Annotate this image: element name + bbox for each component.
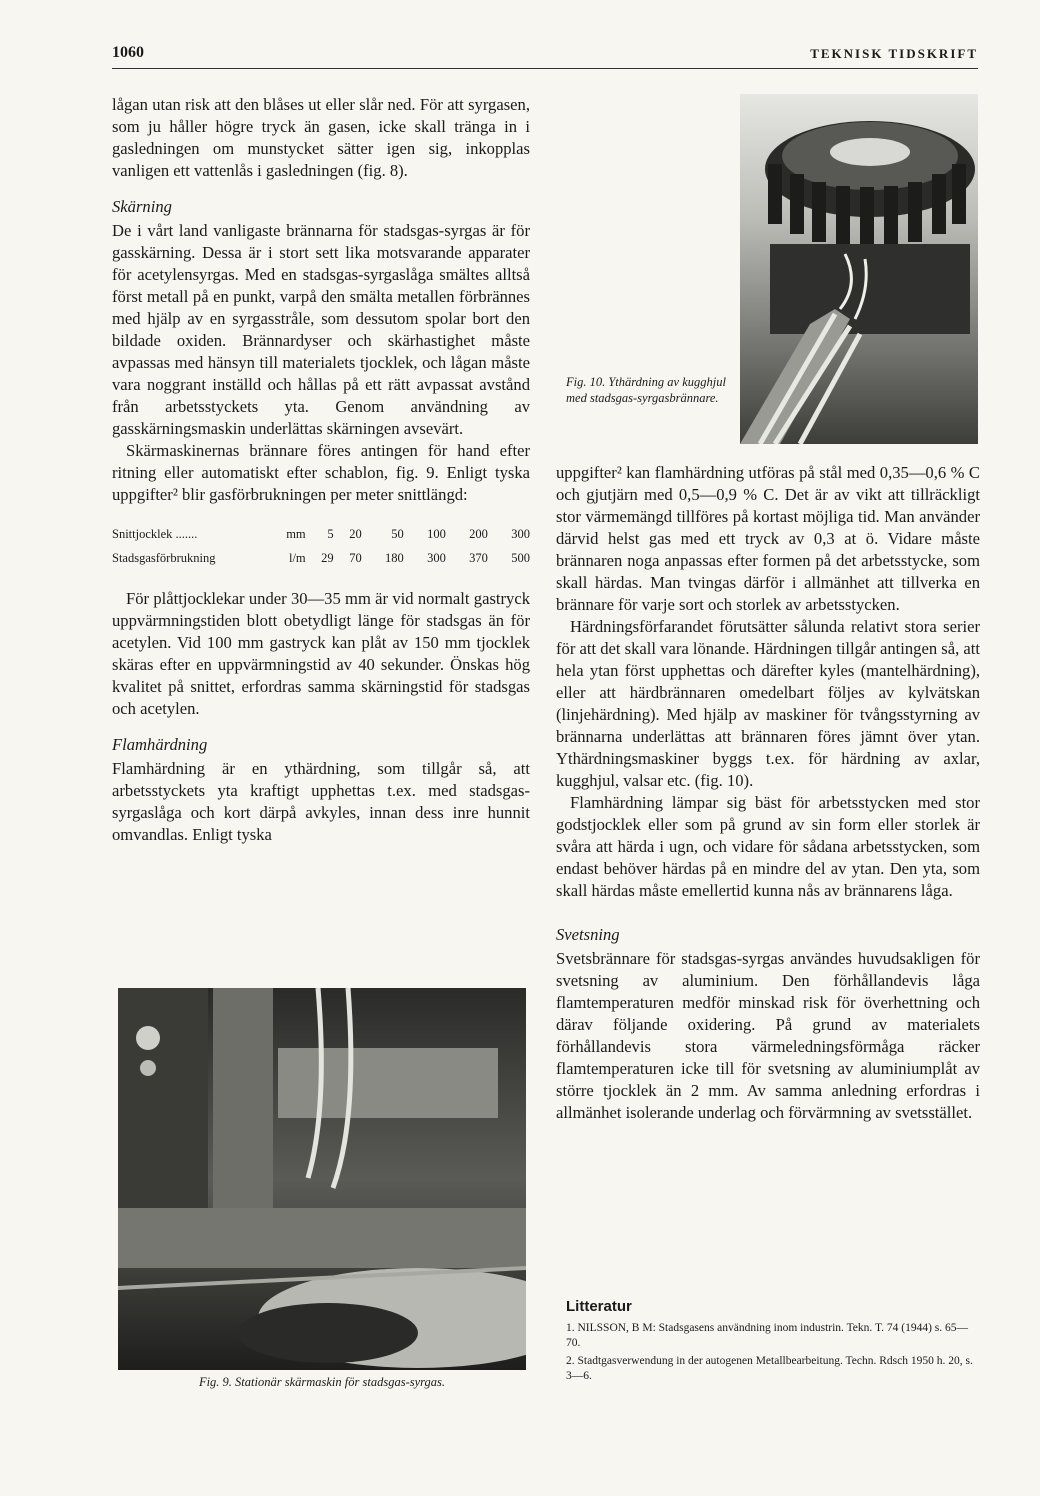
heading-flamhardning: Flamhärdning [112,735,208,754]
paragraph: De i vårt land vanligaste brännarna för stadsgas-syrgas är för gasskärning. Dessa är i stort sett lika motsvarande apparater för acetylensyrgas. Med en stadsgas-syrgaslåga smältes alltså först metall på en punkt, varpå den smälta metallen förbrännes med hjälp av en syrgasstråle, som dessutom spolar bort den bildade oxiden. Brännardyser och skärhastighet måste avpassas med hänsyn till materialets tjocklek, och lågan måste vara noggrant inställd och hållas på ett rätt avpassat avstånd från arbetsstyckets yta. Genom användning av gasskärningsmaskin underlättas skärningen avsevärt. [112,221,530,438]
reference: 2. Stadtgasverwendung in der autogenen Metallbearbeitung. Techn. Rdsch 1950 h. 20, s. 3—6. [566,1355,973,1382]
table-cell: 370 [469,551,488,565]
table-row [112,546,530,570]
table-cell: 500 [511,551,530,565]
table-cell: 29 [321,551,334,565]
paragraph: lågan utan risk att den blåses ut eller slår ned. För att syrgasen, som ju håller högre tryck än gasen, icke skall tränga in i gasledningen om munstycket sätter igen sig, inkopplas vanligen ett vattenlås i gasledningen (fig. 8). [112,95,530,180]
table-cell: 300 [511,527,530,541]
heading-svetsning: Svetsning [556,925,620,944]
table-cell: 20 [349,527,362,541]
fig9-caption: Fig. 9. Stationär skärmaskin för stadsgas-syrgas. [198,1375,446,1389]
heading-skarning: Skärning [112,197,172,216]
left-column [112,94,530,846]
paragraph: uppgifter² kan flamhärdning utföras på stål med 0,35—0,6 % C och gjutjärn med 0,5—0,9 % C. Det är av vikt att tillräckligt stor värmemängd tillföres på kortast möjliga tid. Man använder därvid helst gas med ett tryck av 0,3 at ö. Vidare måste brännaren noga anpassas efter formen på det arbetsstycke, som skall härdas. Man tvingas därför i allmänhet att tillverka en brännare för varje sort och storlek av arbetsstycken. [556,463,980,614]
paragraph: Skärmaskinernas brännare föres antingen för hand efter ritning eller automatiskt efter schablon, fig. 9. Enligt tyska uppgifter² blir gasförbrukningen per meter snittlängd: [112,441,530,504]
table-cell: 100 [427,527,446,541]
page-number: 1060 [112,44,144,61]
table-cell: 200 [469,527,488,541]
fig10-caption: Fig. 10. Ythärdning av kugghjul med stadsgas-syrgasbrännare. [566,375,726,405]
literature-section [566,1298,980,1387]
table-cell: 5 [327,527,334,541]
fig9-photo [118,988,526,1370]
table-cell: Snittjocklek ....... [112,527,198,541]
table-cell: 50 [391,527,404,541]
paragraph: Härdningsförfarandet förutsätter sålunda relativt stora serier för att det skall vara lönande. Härdningen tillgår antingen så, att hela ytan först upphettas och därefter kyles (mantelhärdning), eller att härdbrännaren omedelbart följes av kylvätskan (linjehärdning). Med hjälp av maskiner för tvångsstyrning av brännarna underlättas att brännaren föres jämnt över ytan. Ythärdningsmaskiner byggs t.ex. för härdning av axlar, kugghjul, valsar etc. (fig. 10). [556,617,980,790]
gas-consumption-table [112,522,530,570]
fig10-photo [740,94,978,444]
table-cell: l/m [288,551,306,565]
table-row [112,522,530,546]
literature-title: Litteratur [566,1298,632,1315]
paragraph: Flamhärdning är en ythärdning, som tillgår så, att arbetsstyckets yta kraftigt upphettas t.ex. med stadsgas-syrgaslåga och kort därpå avkyles, innan dess inre hunnit omvandlas. Enligt tyska [112,759,530,844]
right-column [556,462,980,1124]
paragraph: Flamhärdning lämpar sig bäst för arbetsstycken med stor godstjocklek eller som på grund av sin form eller storlek är svåra att härda i ugn, och vidare för sådana arbetsstycken, som endast behöver härdas på en mindre del av ytan. Den yta, som skall härdas måste emellertid kunna nås av brännarens låga. [556,793,980,900]
table-cell: 300 [427,551,446,565]
reference: 1. NILSSON, B M: Stadsgasens användning inom industrin. Tekn. T. 74 (1944) s. 65—70. [566,1322,969,1349]
paragraph: För plåttjocklekar under 30—35 mm är vid normalt gastryck uppvärmningstiden blott obetydligt länge för stadsgas än för acetylen. Vid 100 mm gastryck kan plåt av 150 mm tjocklek skäras efter en uppvärmningstid av 40 sekunder. Önskas hög kvalitet på snittet, erfordras samma skärningstid för stadsgas och acetylen. [112,589,530,718]
table-cell: mm [286,527,306,541]
header-rule [112,68,978,69]
journal-title: TEKNISK TIDSKRIFT [810,46,978,61]
paragraph: Svetsbrännare för stadsgas-syrgas användes huvudsakligen för svetsning av aluminium. Den förhållandevis låga flamtemperaturen medför minskad risk för överhettning och därav följande oxidering. På grund av materialets förhållandevis stora värmeledningsförmåga räcker flamtemperaturen icke till för svetsning av aluminiumplåt av större tjocklek än 2 mm. Av samma anledning erfordras i allmänhet isolerande underlag och förvärmning av svetsstället. [556,949,980,1122]
table-cell: 70 [349,551,362,565]
table-cell: 180 [385,551,404,565]
table-cell: Stadsgasförbrukning [112,551,216,565]
